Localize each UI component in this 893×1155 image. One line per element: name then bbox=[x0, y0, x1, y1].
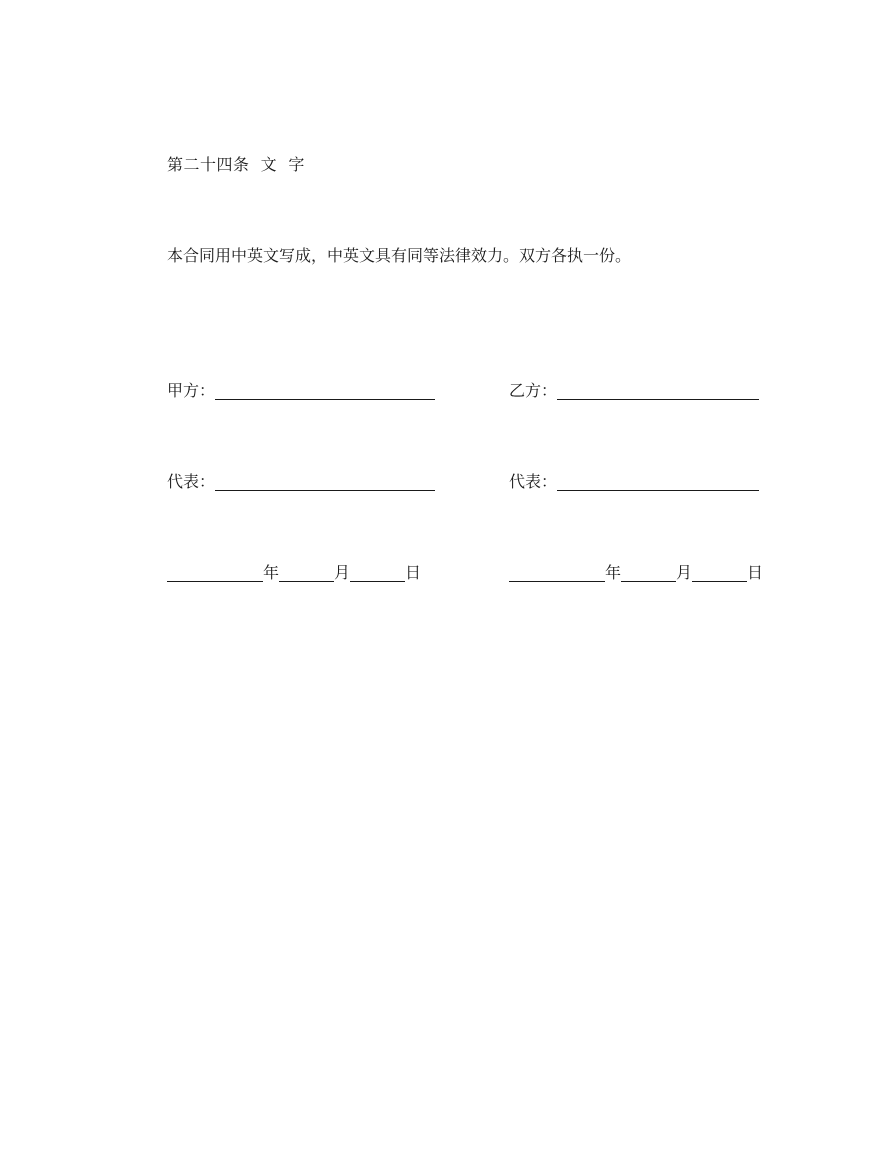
party-row bbox=[167, 378, 767, 402]
date-a-day-blank[interactable] bbox=[350, 563, 405, 582]
party-a-block bbox=[167, 378, 435, 402]
date-b-year-blank[interactable] bbox=[509, 563, 605, 582]
date-a-block bbox=[167, 560, 421, 584]
date-b-day-blank[interactable] bbox=[692, 563, 747, 582]
party-a-signature-line[interactable] bbox=[215, 381, 435, 400]
rep-a-block bbox=[167, 469, 435, 493]
rep-a-signature-line[interactable] bbox=[215, 472, 435, 491]
party-b-label: 乙方： bbox=[509, 381, 558, 400]
date-a-day-unit: 日 bbox=[405, 563, 422, 582]
date-a-month-unit: 月 bbox=[334, 563, 351, 582]
party-a-label: 甲方： bbox=[167, 381, 216, 400]
rep-b-label: 代表： bbox=[509, 472, 558, 491]
date-b-month-unit: 月 bbox=[676, 563, 693, 582]
date-row bbox=[167, 560, 767, 584]
date-a-year-unit: 年 bbox=[263, 563, 280, 582]
party-b-signature-line[interactable] bbox=[557, 381, 759, 400]
party-b-block bbox=[509, 378, 759, 402]
rep-b-block bbox=[509, 469, 759, 493]
date-b-block bbox=[509, 560, 763, 584]
date-b-month-blank[interactable] bbox=[621, 563, 676, 582]
rep-b-signature-line[interactable] bbox=[557, 472, 759, 491]
date-b-year-unit: 年 bbox=[605, 563, 622, 582]
article-body: 本合同用中英文写成，中英文具有同等法律效力。双方各执一份。 bbox=[167, 246, 632, 265]
article-title: 第二十四条 文 字 bbox=[167, 155, 305, 174]
date-a-month-blank[interactable] bbox=[279, 563, 334, 582]
rep-a-label: 代表： bbox=[167, 472, 216, 491]
date-a-year-blank[interactable] bbox=[167, 563, 263, 582]
date-b-day-unit: 日 bbox=[747, 563, 764, 582]
representative-row bbox=[167, 469, 767, 493]
